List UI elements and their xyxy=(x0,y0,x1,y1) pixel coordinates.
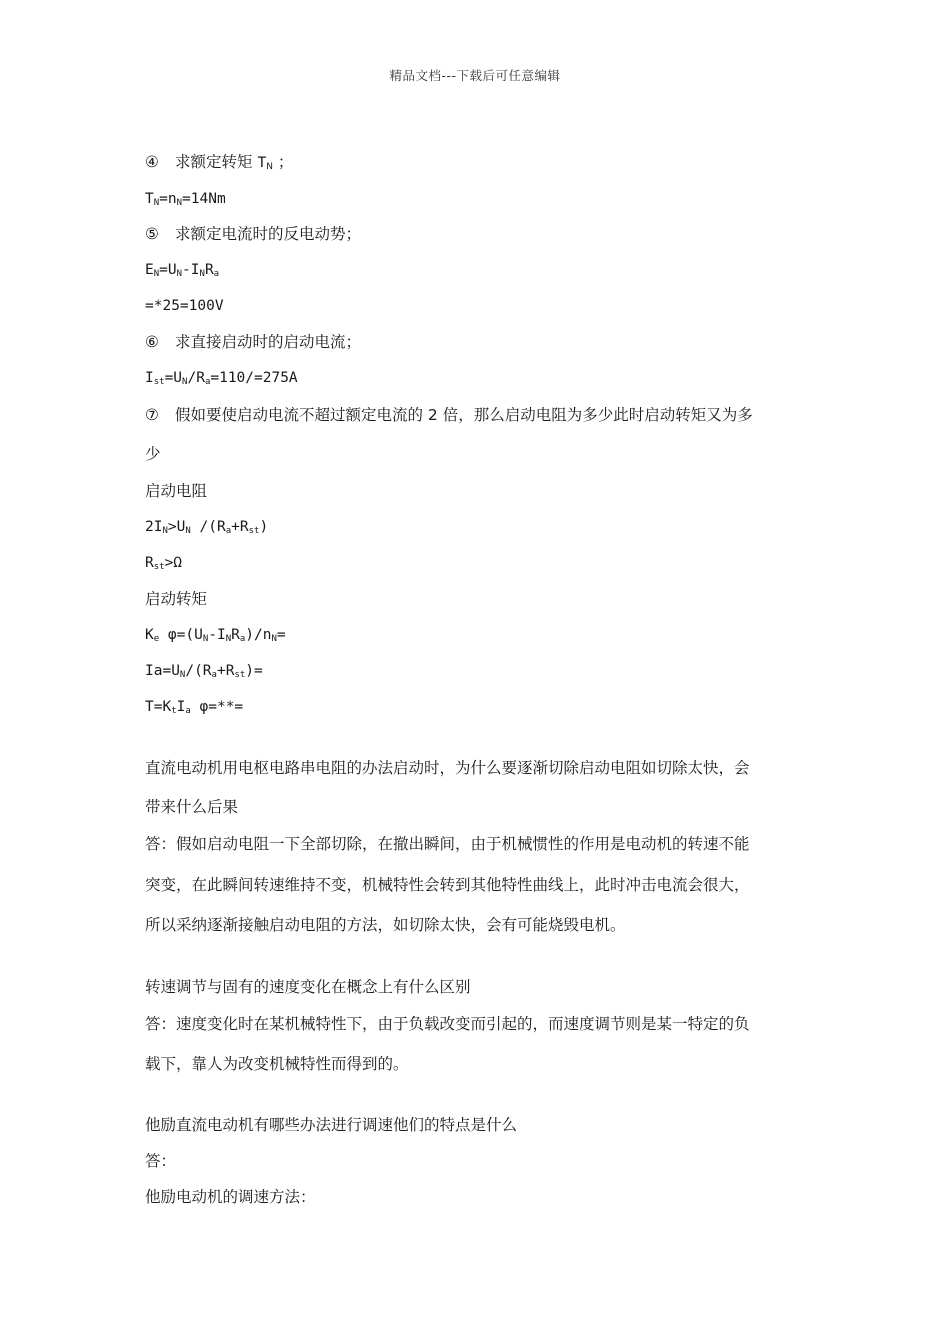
answer-3-subheading: 他励电动机的调速方法： xyxy=(145,1188,316,1206)
step-7-heading-cont: 少 xyxy=(145,445,161,463)
step-number: ⑥ xyxy=(145,333,159,351)
answer-1-line-1: 答：假如启动电阻一下全部切除，在撤出瞬间，由于机械惯性的作用是电动机的转速不能 xyxy=(145,835,750,853)
step-7-heading: ⑦ 假如要使启动电流不超过额定电流的 2 倍，那么启动电阻为多少此时启动转矩又为多 xyxy=(145,406,753,424)
question-3: 他励直流电动机有哪些办法进行调速他们的特点是什么 xyxy=(145,1116,518,1134)
answer-1-line-2: 突变，在此瞬间转速维持不变，机械特性会转到其他特性曲线上，此时冲击电流会很大， xyxy=(145,876,750,894)
step-5-heading: ⑤ 求额定电流时的反电动势； xyxy=(145,225,362,243)
formula-torque: $T=K_tI_a$ φ=**= xyxy=(145,699,244,716)
step-number: ④ xyxy=(145,153,159,171)
step-4-heading: ④ 求额定转矩 $T_N$ ； xyxy=(145,153,294,172)
step-number: ⑦ xyxy=(145,406,159,424)
formula-start-current: $I_{st}=U_N/R_a=110/=275A$ xyxy=(145,370,298,387)
formula-resistance-result: $R_{st}>\Omega$ xyxy=(145,555,183,572)
formula-rated-torque: $T_N=n_N=14Nm$ xyxy=(145,191,226,208)
formula-ke-phi: $K_e$ $\varphi=(U_N-I_NR_a)/n_N=$ xyxy=(145,627,286,644)
subheading-start-resistance: 启动电阻 xyxy=(145,482,208,500)
question-2: 转速调节与固有的速度变化在概念上有什么区别 xyxy=(145,978,471,996)
formula-back-emf: $E_N=U_N-I_NR_a$ xyxy=(145,262,220,279)
formula-armature-current: $Ia=U_N/(R_a+R_{st})=$ xyxy=(145,663,263,680)
answer-3-label: 答： xyxy=(145,1152,177,1170)
answer-1-line-3: 所以采纳逐渐接触启动电阻的方法，如切除太快，会有可能烧毁电机。 xyxy=(145,916,626,934)
answer-2-line-1: 答：速度变化时在某机械特性下，由于负载改变而引起的，而速度调节则是某一特定的负 xyxy=(145,1015,750,1033)
question-1-cont: 带来什么后果 xyxy=(145,798,239,816)
question-1: 直流电动机用电枢电路串电阻的办法启动时，为什么要逐渐切除启动电阻如切除太快，会 xyxy=(145,759,750,777)
page-header: 精品文档---下载后可任意编辑 xyxy=(389,68,561,83)
subheading-start-torque: 启动转矩 xyxy=(145,590,208,608)
step-number: ⑤ xyxy=(145,225,159,243)
answer-2-line-2: 载下，靠人为改变机械特性而得到的。 xyxy=(145,1055,409,1073)
formula-back-emf-result: =*25=100V xyxy=(145,298,224,314)
formula-resistance-inequality: $2I_N>U_N$ $/(R_a+R_{st})$ xyxy=(145,519,269,536)
step-6-heading: ⑥ 求直接启动时的启动电流； xyxy=(145,333,362,351)
